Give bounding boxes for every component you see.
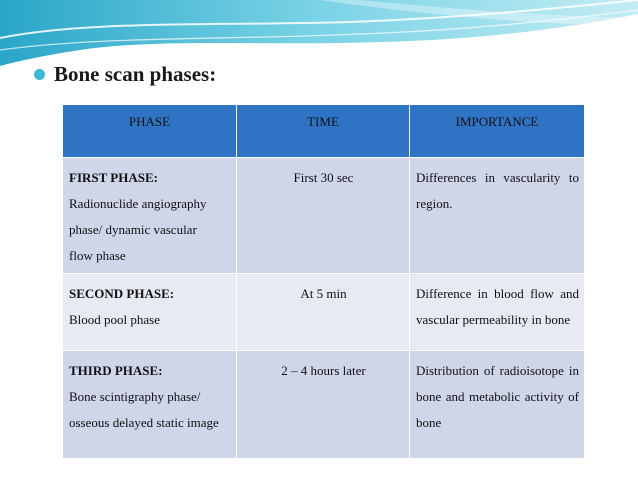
phase-cell xyxy=(63,274,237,351)
table-header-row xyxy=(63,105,585,158)
header-importance: IMPORTANCE xyxy=(410,105,585,158)
bullet-icon xyxy=(34,69,45,80)
phase-description-line: Blood pool phase xyxy=(69,312,160,327)
time-cell: 2 – 4 hours later xyxy=(237,351,410,459)
phase-cell xyxy=(63,158,237,274)
phase-title: FIRST PHASE: xyxy=(69,170,158,185)
time-cell: First 30 sec xyxy=(237,158,410,274)
phase-cell xyxy=(63,351,237,459)
importance-cell: Difference in blood flow and vascular permeability in bone xyxy=(410,274,585,351)
phase-description-line: osseous delayed static image xyxy=(69,415,219,430)
bone-scan-phases-table xyxy=(62,104,585,459)
phase-description-line: Bone scintigraphy phase/ xyxy=(69,389,201,404)
phase-description-line: phase/ dynamic vascular xyxy=(69,222,197,237)
table-row-second-phase xyxy=(63,274,585,351)
time-cell: At 5 min xyxy=(237,274,410,351)
table-row-first-phase xyxy=(63,158,585,274)
phase-title: THIRD PHASE: xyxy=(69,363,163,378)
slide-heading: Bone scan phases: xyxy=(54,62,217,86)
importance-cell: Distribution of radioisotope in bone and metabolic activity of bone xyxy=(410,351,585,459)
header-phase: PHASE xyxy=(63,105,237,158)
phase-description-line: flow phase xyxy=(69,248,126,263)
header-time: TIME xyxy=(237,105,410,158)
phase-description-line: Radionuclide angiography xyxy=(69,196,207,211)
table-row-third-phase xyxy=(63,351,585,459)
phase-title: SECOND PHASE: xyxy=(69,286,175,301)
importance-cell: Differences in vascularity to region. xyxy=(410,158,585,274)
heading-line xyxy=(34,62,216,87)
